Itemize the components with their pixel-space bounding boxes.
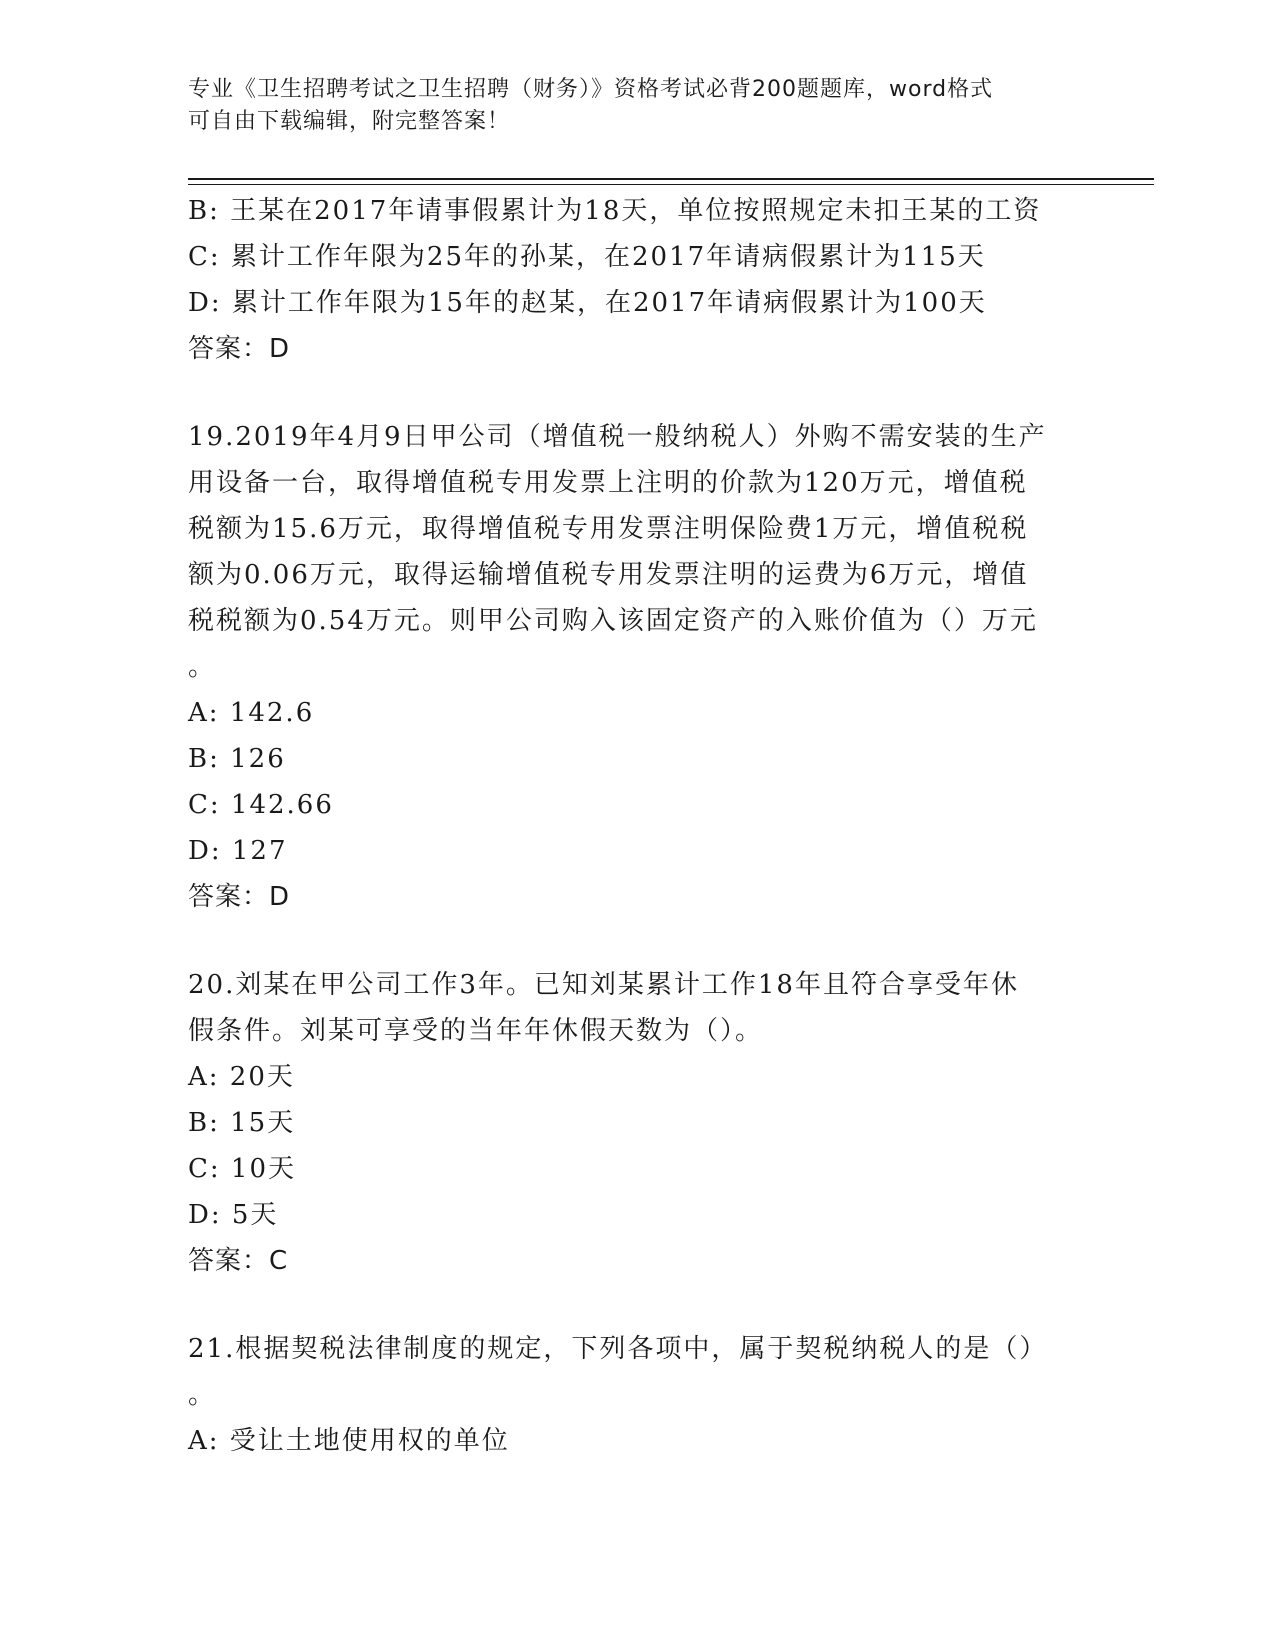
- spacer: [188, 1284, 1088, 1326]
- spacer: [188, 372, 1088, 414]
- question-stem-line: 19.2019年4月9日甲公司（增值税一般纳税人）外购不需安装的生产: [188, 422, 1047, 452]
- option-b: B: 15天: [188, 1108, 296, 1138]
- option-c: C: 10天: [188, 1154, 297, 1184]
- header-divider-thick: [188, 178, 1154, 180]
- option-a: A: 受让土地使用权的单位: [188, 1426, 510, 1456]
- option-d: D: 127: [188, 836, 288, 866]
- question-stem-line: 。: [188, 1380, 217, 1410]
- question-20: [188, 962, 1088, 1284]
- question-stem-line: 。: [188, 652, 217, 682]
- option-d: D: 5天: [188, 1200, 279, 1230]
- spacer: [188, 920, 1088, 962]
- option-d: D: 累计工作年限为15年的赵某，在2017年请病假累计为100天: [188, 288, 987, 318]
- option-c: C: 累计工作年限为25年的孙某，在2017年请病假累计为115天: [188, 242, 986, 272]
- answer-line: 答案：D: [188, 882, 291, 912]
- answer-line: 答案：C: [188, 1246, 289, 1276]
- question-stem-line: 20.刘某在甲公司工作3年。已知刘某累计工作18年且符合享受年休: [188, 970, 1019, 1000]
- question-stem-line: 税税额为0.54万元。则甲公司购入该固定资产的入账价值为（）万元: [188, 606, 1038, 636]
- header-line-1: 专业《卫生招聘考试之卫生招聘（财务）》资格考试必背200题题库，word格式: [188, 77, 994, 102]
- header-divider-thin: [188, 184, 1154, 185]
- document-header: [188, 74, 1068, 138]
- document-body: [188, 188, 1088, 1464]
- question-stem-line: 假条件。刘某可享受的当年年休假天数为（）。: [188, 1016, 764, 1046]
- option-c: C: 142.66: [188, 790, 334, 820]
- answer-line: 答案：D: [188, 334, 291, 364]
- option-b: B: 王某在2017年请事假累计为18天，单位按照规定未扣王某的工资: [188, 196, 1042, 226]
- option-b: B: 126: [188, 744, 286, 774]
- question-19: [188, 414, 1088, 920]
- question-stem-line: 用设备一台，取得增值税专用发票上注明的价款为120万元，增值税: [188, 468, 1028, 498]
- question-stem-line: 21.根据契税法律制度的规定，下列各项中，属于契税纳税人的是（）: [188, 1334, 1048, 1364]
- option-a: A: 20天: [188, 1062, 295, 1092]
- question-21: [188, 1326, 1088, 1464]
- option-a: A: 142.6: [188, 698, 315, 728]
- header-line-2: 可自由下载编辑，附完整答案！: [188, 109, 511, 134]
- question-stem-line: 税额为15.6万元，取得增值税专用发票注明保险费1万元，增值税税: [188, 514, 1029, 544]
- question-18-continuation: [188, 188, 1088, 372]
- question-stem-line: 额为0.06万元，取得运输增值税专用发票注明的运费为6万元，增值: [188, 560, 1029, 590]
